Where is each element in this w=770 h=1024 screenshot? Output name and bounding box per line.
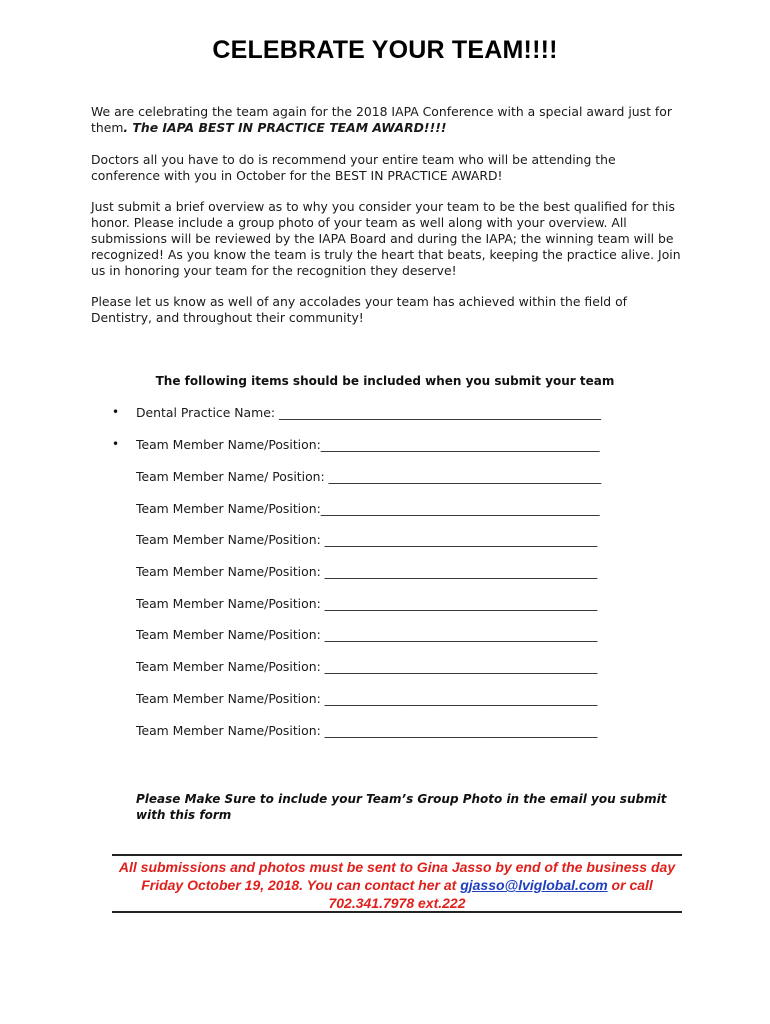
group-photo-note: Please Make Sure to include your Team’s Group Photo in the email you submit with this form	[136, 792, 667, 822]
team-member-field-2[interactable]: Team Member Name/ Position: ____________________________________________	[136, 469, 602, 484]
footer-top-rule	[112, 854, 682, 856]
team-member-field-7[interactable]: Team Member Name/Position: ____________________________________________	[136, 627, 598, 642]
team-member-field-8[interactable]: Team Member Name/Position: ____________________________________________	[136, 659, 598, 674]
accolades-paragraph: Please let us know as well of any accolades your team has achieved within the field of Dentistry, and throughout their community!	[91, 294, 628, 325]
contact-email-link[interactable]: gjasso@lviglobal.com	[460, 877, 608, 893]
bullet-marker: •	[112, 405, 120, 419]
team-member-field-6[interactable]: Team Member Name/Position: ____________________________________________	[136, 596, 598, 611]
call-text: or call	[607, 877, 653, 893]
submission-deadline-text: Friday October 19, 2018. You can contact her at	[141, 877, 461, 893]
submission-notice	[112, 858, 682, 912]
contact-phone: 702.341.7978 ext.222	[328, 895, 466, 911]
items-heading: The following items should be included when you submit your team	[155, 374, 615, 388]
team-member-field-3[interactable]: Team Member Name/Position:_____________________________________________	[136, 501, 600, 516]
dental-practice-name-field[interactable]: Dental Practice Name: ____________________________________________________	[136, 405, 602, 420]
team-member-field-4[interactable]: Team Member Name/Position: ____________________________________________	[136, 532, 598, 547]
intro-paragraph	[91, 104, 681, 136]
bullet-marker: •	[112, 437, 120, 451]
intro-text: We are celebrating the team again for the 2018 IAPA Conference with a special award just for them	[91, 104, 672, 135]
award-name: . The IAPA BEST IN PRACTICE TEAM AWARD!!!!	[123, 120, 447, 135]
doctors-paragraph: Doctors all you have to do is recommend your entire team who will be attending the conference with you in October for the BEST IN PRACTICE AWARD!	[91, 152, 616, 183]
team-member-field-1[interactable]: Team Member Name/Position:_____________________________________________	[136, 437, 600, 452]
team-member-field-5[interactable]: Team Member Name/Position: ____________________________________________	[136, 564, 598, 579]
submission-notice-line-2	[112, 876, 682, 894]
footer-bottom-rule	[112, 911, 682, 913]
team-member-field-9[interactable]: Team Member Name/Position: ____________________________________________	[136, 691, 598, 706]
page-title: CELEBRATE YOUR TEAM!!!!	[212, 36, 558, 64]
submission-notice-line-1: All submissions and photos must be sent to Gina Jasso by end of the business day	[118, 859, 676, 875]
team-member-field-10[interactable]: Team Member Name/Position: ____________________________________________	[136, 723, 598, 738]
overview-paragraph: Just submit a brief overview as to why you consider your team to be the best qualified for this honor. Please include a group photo of your team as well along with your overview. All submissions will be reviewed by the IAPA Board and during the IAPA; the winning team will be recognized! As you know the team is truly the heart that beats, keeping the practice alive. Join us in honoring your team for the recognition they deserve!	[91, 199, 681, 278]
